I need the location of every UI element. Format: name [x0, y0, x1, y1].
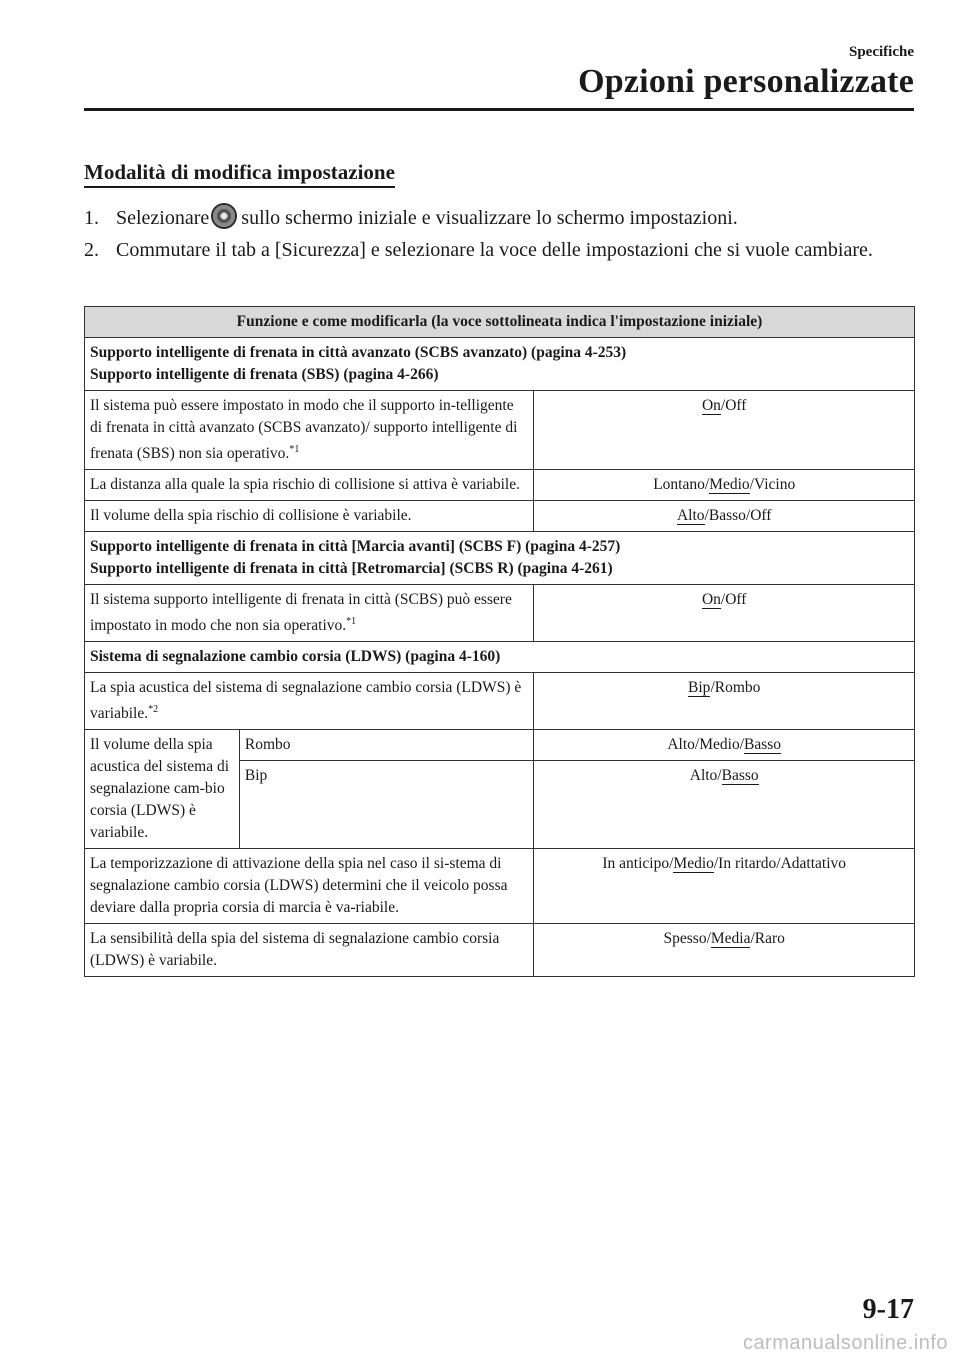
row-options: On/Off	[534, 585, 915, 642]
table-header-row	[85, 307, 915, 338]
subrow-label: Rombo	[239, 730, 534, 761]
table-header: Funzione e come modificarla (la voce sottolineata indica l'impostazione iniziale)	[85, 307, 915, 338]
table-row	[85, 849, 915, 924]
page-header	[578, 44, 914, 101]
group-title	[85, 532, 915, 585]
header-rule	[84, 108, 914, 111]
row-options: Bip/Rombo	[534, 673, 915, 730]
default-option: Alto	[676, 507, 705, 525]
row-options: Lontano/Medio/Vicino	[534, 470, 915, 501]
page-number: 9-17	[862, 1294, 914, 1325]
table-row	[85, 730, 915, 761]
subheading: Modalità di modifica impostazione	[84, 160, 395, 188]
row-options: On/Off	[534, 391, 915, 470]
table-row	[85, 585, 915, 642]
group-title-line: Supporto intelligente di frenata in città [Retromarcia] (SCBS R) (pagina 4-261)	[90, 560, 613, 578]
step-number: 2.	[84, 239, 99, 261]
group-title-line: Supporto intelligente di frenata (SBS) (pagina 4-266)	[90, 366, 439, 383]
footnote-mark: *1	[346, 616, 357, 628]
row-description: Il sistema può essere impostato in modo che il supporto in-telligente di frenata in città avanzato (SCBS avanzato)/ supporto intelligente di frenata (SBS) non sia operativo.$^{*1}$	[85, 391, 534, 470]
default-option: Basso	[744, 736, 782, 754]
row-description: Il volume della spia rischio di collisione è variabile.	[85, 501, 534, 532]
settings-table	[84, 306, 915, 977]
row-description: Il sistema supporto intelligente di frenata in città (SCBS) può essere impostato in modo che non sia operativo.$^{*1}$	[85, 585, 534, 642]
group-title-line: Supporto intelligente di frenata in città [Marcia avanti] (SCBS F) (pagina 4-257)	[90, 538, 621, 556]
row-options: Alto/Basso	[534, 761, 915, 849]
group-title-line: Sistema di segnalazione cambio corsia (LDWS) (pagina 4-160)	[90, 648, 501, 666]
step-text-after-icon: sullo schermo iniziale e visualizzare lo schermo impostazioni.	[241, 207, 738, 229]
page-title: Opzioni personalizzate	[578, 63, 914, 100]
step-text-before-icon: Selezionare	[116, 207, 210, 229]
table-row	[85, 470, 915, 501]
row-options: Alto/Medio/Basso	[534, 730, 915, 761]
default-option: Bip	[688, 679, 711, 697]
default-option: Medio	[709, 476, 750, 494]
default-option: On	[701, 397, 721, 414]
step-1	[84, 202, 884, 234]
default-option: Media	[710, 930, 751, 948]
row-options: Spesso/Media/Raro	[534, 924, 915, 977]
step-text	[116, 202, 738, 234]
row-description: La temporizzazione di attivazione della spia nel caso il si-stema di segnalazione cambio corsia (LDWS) determini che il veicolo possa deviare dalla propria corsia di marcia è va-riabile.	[85, 849, 534, 924]
row-options: Alto/Basso/Off	[534, 501, 915, 532]
default-option: On	[701, 591, 721, 609]
group-row	[85, 642, 915, 673]
table-row	[85, 924, 915, 977]
steps-list	[84, 202, 884, 266]
step-2	[84, 234, 884, 266]
group-title	[85, 642, 915, 673]
step-number: 1.	[84, 207, 99, 229]
group-row	[85, 338, 915, 391]
step-text: Commutare il tab a [Sicurezza] e selezionare la voce delle impostazioni che si vuole cambiare.	[116, 239, 873, 261]
row-description: La spia acustica del sistema di segnalazione cambio corsia (LDWS) è variabile.$^{*2}$	[85, 673, 534, 730]
footnote-mark: *1	[289, 444, 300, 455]
default-option: Medio	[673, 855, 714, 873]
gear-icon	[211, 203, 237, 229]
group-title	[85, 338, 915, 391]
section-label: Specifiche	[849, 44, 914, 60]
watermark: carmanualsonline.info	[742, 1332, 948, 1354]
group-row	[85, 532, 915, 585]
table-row	[85, 501, 915, 532]
row-description: La distanza alla quale la spia rischio di collisione si attiva è variabile.	[85, 470, 534, 501]
group-title-line: Supporto intelligente di frenata in città avanzato (SCBS avanzato) (pagina 4-253)	[90, 344, 627, 361]
subrow-label: Bip	[239, 761, 534, 849]
row-description: La sensibilità della spia del sistema di segnalazione cambio corsia (LDWS) è variabile.	[85, 924, 534, 977]
table-row	[85, 391, 915, 470]
row-options: In anticipo/Medio/In ritardo/Adattativo	[534, 849, 915, 924]
row-description: Il volume della spia acustica del sistema di segnalazione cam-bio corsia (LDWS) è variabile.	[85, 730, 240, 849]
footnote-mark: *2	[148, 704, 159, 716]
table-row	[85, 673, 915, 730]
default-option: Basso	[721, 767, 759, 785]
